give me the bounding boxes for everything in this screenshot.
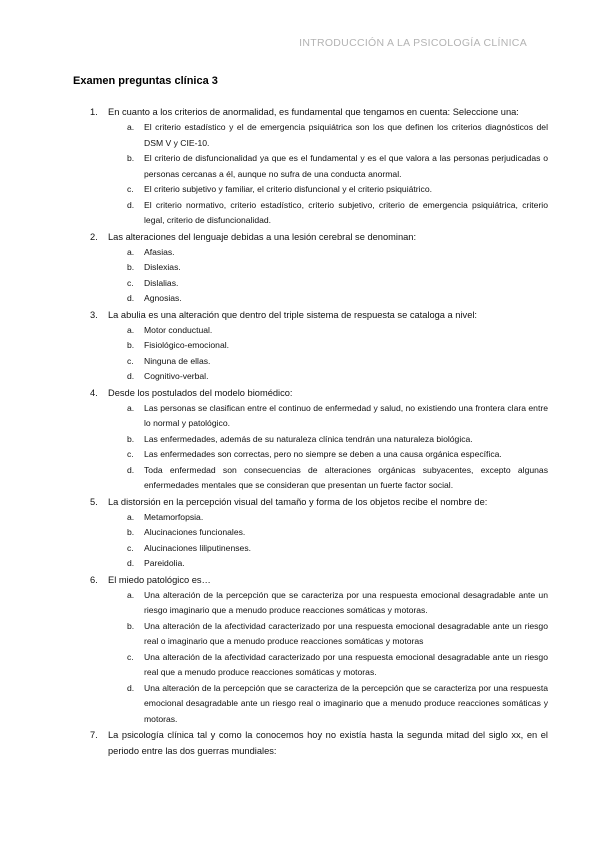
answer-option xyxy=(127,120,548,151)
answer-option xyxy=(127,354,548,370)
question-number: 4. xyxy=(90,387,98,398)
option-letter: b. xyxy=(127,620,135,631)
option-letter: d. xyxy=(127,199,135,210)
option-letter: a. xyxy=(127,589,135,600)
answer-option xyxy=(127,245,548,261)
option-letter: c. xyxy=(127,184,134,194)
answer-option xyxy=(127,650,548,681)
answer-option xyxy=(127,151,548,182)
question-text: Las alteraciones del lenguaje debidas a una lesión cerebral se denominan: xyxy=(108,231,417,242)
option-letter: c. xyxy=(127,542,134,553)
option-text: El criterio de disfuncionalidad ya que es el fundamental y es el que valora a las personas perjudicadas o personas cercanas a él, aunque no sufra de una conducta anormal. xyxy=(144,153,548,179)
answer-option xyxy=(127,681,548,728)
question-item xyxy=(90,307,548,385)
answer-option xyxy=(127,525,548,541)
question-item xyxy=(90,229,548,307)
option-letter: b. xyxy=(127,433,135,444)
answer-option xyxy=(127,182,548,198)
question-item xyxy=(90,727,548,759)
answer-option xyxy=(127,260,548,276)
answer-option xyxy=(127,198,548,229)
option-text: Agnosias. xyxy=(144,293,182,303)
question-text: En cuanto a los criterios de anormalidad, es fundamental que tengamos en cuenta: Seleccione una: xyxy=(108,107,519,117)
option-text: Las enfermedades, además de su naturaleza clínica tendrán una naturaleza biológica. xyxy=(144,433,473,444)
option-text: El criterio normativo, criterio estadístico, criterio subjetivo, criterio de emergencia psiquiátrica, criterio legal, criterio de disfuncionalidad. xyxy=(144,199,548,225)
option-text: Las personas se clasifican entre el continuo de enfermedad y salud, no existiendo una frontera clara entre lo normal y patológico. xyxy=(144,402,548,428)
option-list xyxy=(108,245,548,307)
question-text: Desde los postulados del modelo biomédico: xyxy=(108,387,293,398)
option-text: Las enfermedades son correctas, pero no siempre se deben a una causa orgánica específica. xyxy=(144,449,502,459)
answer-option xyxy=(127,541,548,557)
option-letter: d. xyxy=(127,682,135,693)
question-text: La psicología clínica tal y como la conocemos hoy no existía hasta la segunda mitad del siglo xx, en el periodo entre las dos guerras mundiales: xyxy=(108,730,548,756)
answer-option xyxy=(127,291,548,307)
option-letter: b. xyxy=(127,262,135,272)
option-letter: a. xyxy=(127,402,135,413)
option-text: Metamorfopsia. xyxy=(144,511,204,522)
question-text: La distorsión en la percepción visual del tamaño y forma de los objetos recibe el nombre de: xyxy=(108,496,488,507)
option-text: Una alteración de la percepción que se caracteriza de la percepción que se caracteriza por una respuesta emocional desagradable ante un riesgo real o imaginario que a menudo produce reacciones somáticas y motoras. xyxy=(144,682,548,724)
answer-option xyxy=(127,276,548,292)
question-item xyxy=(90,104,548,229)
option-letter: a. xyxy=(127,246,135,257)
option-text: Una alteración de la afectividad caracterizado por una respuesta emocional desagradable ante un riesgo real o imaginario que a menudo produce reacciones somáticas y motoras xyxy=(144,620,548,646)
running-header: INTRODUCCIÓN A LA PSICOLOGÍA CLÍNICA xyxy=(299,37,527,49)
question-item xyxy=(90,494,548,572)
answer-option xyxy=(127,369,548,385)
option-list xyxy=(108,323,548,385)
option-letter: b. xyxy=(127,527,135,537)
option-letter: c. xyxy=(127,449,134,459)
option-text: Dislalias. xyxy=(144,277,179,288)
answer-option xyxy=(127,323,548,339)
option-text: Toda enfermedad son consecuencias de alteraciones orgánicas subyacentes, excepto algunas enfermedades mentales que se consideran que presentan un fuerte factor social. xyxy=(144,464,548,490)
option-list xyxy=(108,401,548,494)
option-text: El criterio subjetivo y familiar, el criterio disfuncional y el criterio psiquiátrico. xyxy=(144,184,432,194)
option-letter: a. xyxy=(127,122,135,132)
answer-option xyxy=(127,338,548,354)
answer-option xyxy=(127,401,548,432)
question-number: 5. xyxy=(90,496,98,507)
option-list xyxy=(108,120,548,229)
option-letter: d. xyxy=(127,558,135,568)
option-letter: d. xyxy=(127,293,135,303)
option-text: Motor conductual. xyxy=(144,324,213,335)
question-number: 7. xyxy=(90,730,98,740)
question-number: 2. xyxy=(90,231,98,242)
answer-option xyxy=(127,463,548,494)
answer-option xyxy=(127,510,548,526)
question-number: 3. xyxy=(90,309,98,320)
option-text: Una alteración de la percepción que se caracteriza por una respuesta emocional desagradable ante un riesgo imaginario que a menudo produce reacciones somáticas y motoras. xyxy=(144,589,548,615)
option-letter: d. xyxy=(127,464,135,475)
question-list xyxy=(90,104,548,759)
option-text: El criterio estadístico y el de emergencia psiquiátrica son los que definen los criterios diagnósticos del DSM V y CIE-10. xyxy=(144,122,548,148)
option-text: Afasias. xyxy=(144,246,175,257)
option-text: Alucinaciones liliputinenses. xyxy=(144,542,252,553)
answer-option xyxy=(127,432,548,448)
question-text: La abulia es una alteración que dentro del triple sistema de respuesta se cataloga a nivel: xyxy=(108,309,478,320)
option-text: Alucinaciones funcionales. xyxy=(144,527,246,537)
question-number: 1. xyxy=(90,107,98,117)
option-list xyxy=(108,588,548,728)
option-letter: d. xyxy=(127,371,135,381)
option-text: Una alteración de la afectividad caracterizado por una respuesta emocional desagradable ante un riesgo real que a menudo produce reacciones somáticas y motoras. xyxy=(144,651,548,677)
option-letter: c. xyxy=(127,277,134,288)
answer-option xyxy=(127,447,548,463)
option-text: Dislexias. xyxy=(144,262,181,272)
option-letter: a. xyxy=(127,324,135,335)
option-text: Pareidolia. xyxy=(144,558,185,568)
answer-option xyxy=(127,588,548,619)
question-item xyxy=(90,572,548,728)
question-item xyxy=(90,385,548,494)
option-text: Ninguna de ellas. xyxy=(144,355,211,366)
document-title: Examen preguntas clínica 3 xyxy=(73,75,218,87)
answer-option xyxy=(127,619,548,650)
option-letter: c. xyxy=(127,651,134,662)
option-letter: b. xyxy=(127,340,135,350)
answer-option xyxy=(127,556,548,572)
option-text: Fisiológico-emocional. xyxy=(144,340,230,350)
option-letter: b. xyxy=(127,153,135,163)
option-text: Cognitivo-verbal. xyxy=(144,371,209,381)
question-number: 6. xyxy=(90,574,98,585)
option-list xyxy=(108,510,548,572)
option-letter: a. xyxy=(127,511,135,522)
question-text: El miedo patológico es… xyxy=(108,574,211,585)
option-letter: c. xyxy=(127,355,134,366)
